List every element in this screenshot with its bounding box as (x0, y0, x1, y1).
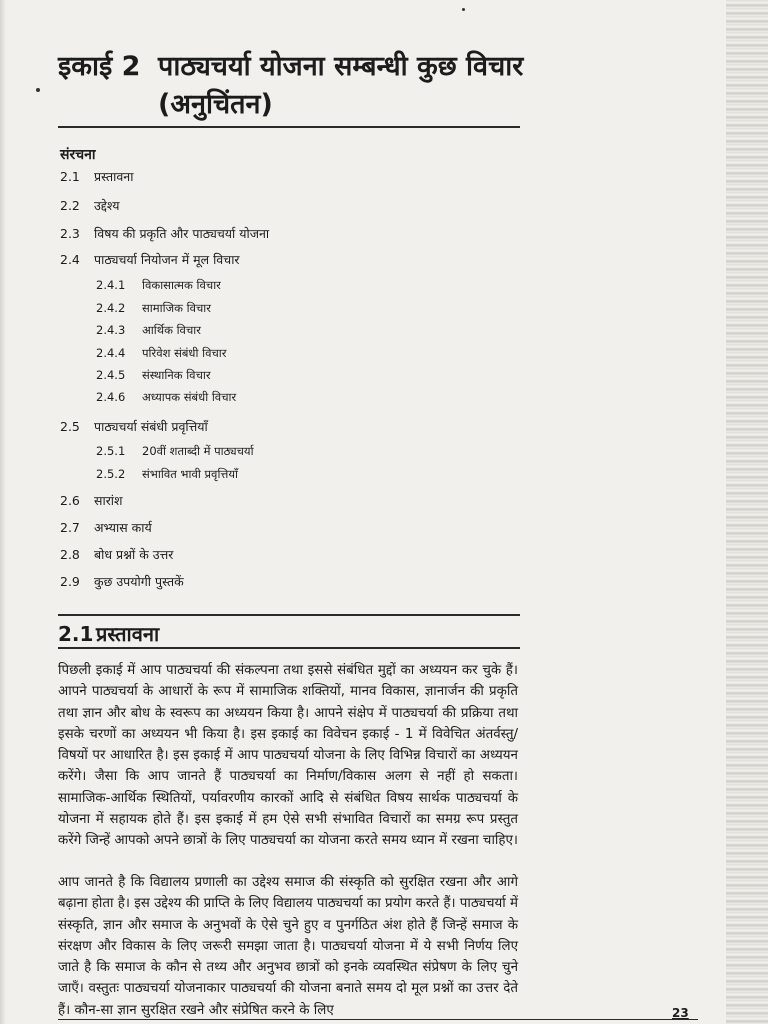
toc-item (60, 197, 119, 214)
section-number: 2.1 (58, 622, 94, 646)
unit-title-line1: पाठ्यचर्या योजना सम्बन्धी कुछ विचार (158, 51, 524, 82)
toc-subitem (96, 368, 211, 383)
heading-divider (58, 126, 520, 128)
section-divider-bottom (58, 647, 520, 649)
toc-item-label: प्रस्तावना (94, 169, 134, 184)
toc-item-number: 2.1 (60, 169, 80, 184)
page-number: 23 (672, 1006, 689, 1020)
toc-item-label: विषय की प्रकृति और पाठ्यचर्या योजना (94, 226, 270, 241)
toc-subitem (96, 346, 227, 361)
toc-item (60, 492, 123, 509)
toc-item-number: 2.5 (60, 419, 80, 434)
unit-heading (58, 48, 528, 124)
toc-item-label: उद्देश्य (94, 198, 120, 213)
toc-item-number: 2.3 (60, 226, 80, 241)
toc-item-label: सामाजिक विचार (142, 301, 211, 315)
toc-subitem (96, 278, 221, 293)
toc-item-label: संभावित भावी प्रवृत्तियाँ (142, 467, 239, 481)
toc-item-number: 2.5.2 (96, 467, 126, 481)
toc-item-label: पाठ्यचर्या संबंधी प्रवृत्तियाँ (94, 419, 208, 434)
unit-title-line2: (अनुचिंतन) (158, 89, 273, 120)
toc-item-label: कुछ उपयोगी पुस्तकें (94, 574, 184, 589)
toc-item-number: 2.4.1 (96, 278, 126, 292)
toc-item-number: 2.4.2 (96, 301, 126, 315)
toc-item-number: 2.9 (60, 574, 80, 589)
section-title: प्रस्तावना (96, 622, 160, 646)
toc-subitem (96, 390, 236, 405)
toc-item (60, 519, 152, 536)
toc-item-number: 2.8 (60, 547, 80, 562)
toc-item-label: बोध प्रश्नों के उत्तर (94, 547, 174, 562)
toc-subitem (96, 323, 201, 338)
toc-item-number: 2.4.6 (96, 390, 126, 404)
toc-item-label: पाठ्यचर्या नियोजन में मूल विचार (94, 252, 240, 267)
toc-item-number: 2.4.4 (96, 346, 126, 360)
scan-edge-right (726, 0, 768, 1024)
toc-item (60, 168, 133, 185)
scan-speck (462, 8, 465, 11)
toc-item-number: 2.4.5 (96, 368, 126, 382)
toc-item-number: 2.5.1 (96, 444, 126, 458)
body-paragraph: आप जानते है कि विद्यालय प्रणाली का उद्देश्य समाज की संस्कृति को सुरक्षित रखना और आगे बढ़ाना होता है। इस उद्देश्य की प्राप्ति के लिए विद्यालय पाठ्यचर्या का प्रयोग करते हैं। पाठ्यचर्या में संस्कृति, ज्ञान और समाज के अनुभवों के ऐसे चुने हुए व पुनर्गठित अंश होते हैं जिन्हें समाज के संरक्षण और विकास के लिए जरूरी समझा जाता है। पाठ्यचर्या योजना में ये सभी निर्णय लिए जाते है कि समाज के कौन से तथ्य और अनुभव छात्रों को इनके व्यवस्थित संप्रेषण के लिए चुने जाएँ। वस्तुतः पाठ्यचर्या योजनाकार पाठ्यचर्या की योजना बनाते समय दो मूल प्रश्नों का उत्तर देते हैं। कौन-सा ज्ञान सुरक्षित रखने और संप्रेषित करने के लिए (58, 875, 518, 1018)
toc-item-label: अध्यापक संबंधी विचार (142, 390, 237, 404)
toc-item-number: 2.6 (60, 493, 80, 508)
toc-item-label: आर्थिक विचार (142, 323, 201, 337)
toc-item-label: 20वीं शताब्दी में पाठ्यचर्या (142, 444, 254, 458)
toc-item (60, 225, 269, 242)
toc-item-label: सारांश (94, 493, 123, 508)
section-divider-top (58, 614, 520, 616)
toc-item (60, 573, 184, 590)
scan-edge-left (0, 0, 6, 1024)
toc-item-label: संस्थानिक विचार (142, 368, 211, 382)
toc-item (60, 251, 240, 268)
toc-subitem (96, 301, 211, 316)
toc-item (60, 546, 173, 563)
toc-item-label: अभ्यास कार्य (94, 520, 152, 535)
toc-item-number: 2.7 (60, 520, 80, 535)
toc-item-number: 2.4.3 (96, 323, 126, 337)
structure-title: संरचना (60, 147, 96, 163)
toc-item-label: परिवेश संबंधी विचार (142, 346, 227, 360)
unit-number: इकाई 2 (58, 51, 141, 82)
toc-item-number: 2.2 (60, 198, 80, 213)
body-paragraph: पिछली इकाई में आप पाठ्यचर्या की संकल्पना तथा इससे संबंधित मुद्दों का अध्ययन कर चुके हैं। आपने पाठ्यचर्या के आधारों के रूप में सामाजिक शक्तियों, मानव विकास, ज्ञानार्जन की प्रकृति तथा ज्ञान और बोध के स्वरूप का अध्ययन किया है। आपने संक्षेप में पाठ्यचर्या की प्रक्रिया तथा इसके चरणों का अध्ययन भी किया है। इस इकाई का विवेचन इकाई - 1 में विवेचित अंतर्वस्तु/विषयों पर आधारित है। इस इकाई में आप पाठ्यचर्या योजना के लिए विभिन्न विचारों का अध्ययन करेंगे। जैसा कि आप जानते हैं पाठ्यचर्या का निर्माण/विकास अलग से नहीं हो सकता। सामाजिक-आर्थिक स्थितियों, पर्यावरणीय कारकों आदि से संबंधित विषय सार्थक पाठ्यचर्या के योजना में सहायक होते हैं। इस इकाई में हम ऐसे सभी संभावित विचारों का समग्र रूप प्रस्तुत करेंगे जिन्हें आपको अपने छात्रों के लिए पाठ्यचर्या का योजना करते समय ध्यान में रखना चाहिए। (58, 663, 518, 849)
toc-subitem (96, 444, 254, 459)
toc-item-label: विकासात्मक विचार (142, 278, 221, 292)
toc-item (60, 418, 208, 435)
footer-rule (58, 1019, 698, 1020)
scan-speck (36, 88, 40, 92)
toc-subitem (96, 467, 238, 482)
section-heading (58, 620, 159, 647)
toc-item-number: 2.4 (60, 252, 80, 267)
